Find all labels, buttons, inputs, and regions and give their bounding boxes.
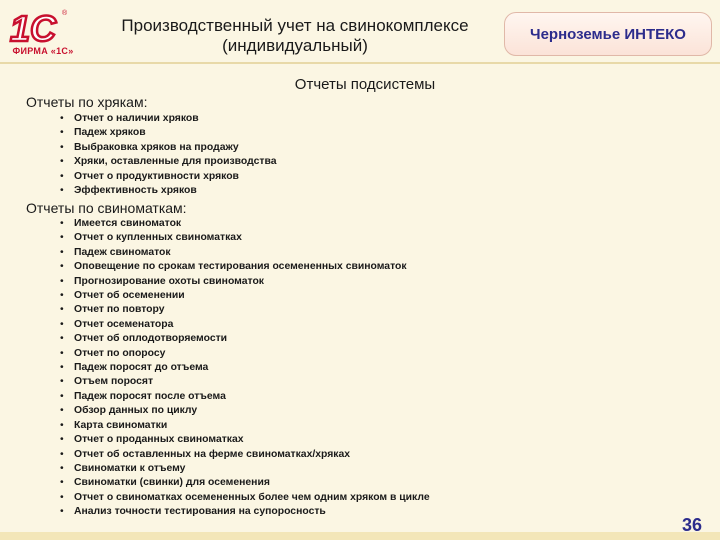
list-item [60, 491, 430, 505]
list-item [60, 318, 430, 332]
bullet: • [60, 333, 64, 345]
list-item-label: Свиноматки к отъему [74, 462, 186, 474]
list-item-label: Отчет о продуктивности хряков [74, 170, 239, 182]
list-item-label: Отчет по повтору [74, 304, 165, 316]
bullet: • [60, 347, 64, 359]
bullet: • [60, 434, 64, 446]
header-divider [0, 62, 720, 64]
list-item-label: Карта свиноматки [74, 419, 168, 431]
list-item-label: Отчет об осеменении [74, 290, 185, 302]
list-item [60, 505, 430, 519]
slide-header [0, 0, 720, 78]
list-item-label: Падеж хряков [74, 127, 146, 139]
list-item [60, 390, 430, 404]
list-item [60, 246, 430, 260]
list-item-label: Отчет об оплодотворяемости [74, 333, 228, 345]
list-item-label: Хряки, оставленные для производства [74, 156, 277, 168]
list-item-label: Отчет о купленных свиноматках [74, 232, 242, 244]
list-item [60, 361, 430, 375]
list-item-label: Отчет об оставленных на ферме свиноматках/хряках [74, 448, 351, 460]
list-item [60, 462, 430, 476]
list-item-label: Отчет по опоросу [74, 347, 166, 359]
list-item [60, 170, 277, 184]
list-item [60, 141, 277, 155]
footer-bar [0, 532, 720, 540]
list-item-label: Обзор данных по циклу [74, 405, 198, 417]
bullet: • [60, 304, 64, 316]
bullet: • [60, 185, 64, 197]
list-item-label: Свиноматки (свинки) для осеменения [74, 477, 270, 489]
list-item [60, 155, 277, 169]
bullet: • [60, 362, 64, 374]
list-item [60, 476, 430, 490]
boar-reports-list [60, 112, 277, 198]
list-item-label: Падеж поросят до отъема [74, 362, 209, 374]
list-item [60, 433, 430, 447]
bullet: • [60, 141, 64, 153]
page-number: 36 [681, 515, 702, 535]
list-item [60, 419, 430, 433]
section-heading-boars: Отчеты по хрякам: [26, 94, 148, 110]
list-item [60, 260, 430, 274]
list-item [60, 347, 430, 361]
logo-1c-icon [6, 8, 80, 48]
list-item [60, 275, 430, 289]
sow-reports-list [60, 217, 430, 520]
list-item [60, 448, 430, 462]
bullet: • [60, 290, 64, 302]
list-item-label: Падеж свиноматок [74, 246, 171, 258]
bullet: • [60, 261, 64, 273]
list-item [60, 303, 430, 317]
list-item [60, 404, 430, 418]
bullet: • [60, 462, 64, 474]
list-item [60, 231, 430, 245]
list-item-label: Имеется свиноматок [74, 218, 182, 229]
bullet: • [60, 506, 64, 518]
logo-caption: ФИРМА «1С» [12, 46, 74, 56]
bullet: • [60, 170, 64, 182]
list-item-label: Отчет о наличии хряков [74, 113, 199, 124]
list-item-label: Падеж поросят после отъема [74, 390, 226, 402]
bullet: • [60, 491, 64, 503]
bullet: • [60, 376, 64, 388]
logo-registered-mark: ® [62, 10, 68, 17]
bullet: • [60, 232, 64, 244]
company-badge [504, 12, 712, 56]
bullet: • [60, 246, 64, 258]
bullet: • [60, 156, 64, 168]
list-item [60, 126, 277, 140]
bullet: • [60, 318, 64, 330]
list-item [60, 332, 430, 346]
bullet: • [60, 477, 64, 489]
list-item-label: Выбраковка хряков на продажу [74, 141, 239, 153]
list-item-label: Отчет осеменатора [74, 318, 174, 330]
bullet: • [60, 448, 64, 460]
list-item [60, 184, 277, 198]
list-item-label: Отчет о свиноматках осемененных более чем одним хряком в цикле [74, 491, 430, 503]
list-item [60, 112, 277, 126]
company-name: Черноземье ИНТЕКО [530, 25, 686, 43]
list-item-label: Анализ точности тестирования на супоросность [74, 506, 326, 518]
list-item-label: Эффективность хряков [74, 185, 197, 197]
list-item [60, 217, 430, 231]
list-item-label: Оповещение по срокам тестирования осемененных свиноматок [74, 261, 407, 273]
bullet: • [60, 405, 64, 417]
list-item-label: Прогнозирование охоты свиноматок [74, 275, 264, 287]
bullet: • [60, 113, 64, 124]
list-item-label: Отъем поросят [74, 376, 154, 388]
bullet: • [60, 275, 64, 287]
bullet: • [60, 218, 64, 229]
bullet: • [60, 390, 64, 402]
list-item-label: Отчет о проданных свиноматках [74, 434, 244, 446]
logo-1c-text: 1С [10, 8, 57, 48]
section-heading-sows: Отчеты по свиноматкам: [26, 200, 187, 216]
list-item [60, 289, 430, 303]
list-item [60, 375, 430, 389]
slide-subtitle: Отчеты подсистемы [294, 76, 436, 93]
slide-title: Производственный учет на свинокомплексе (индивидуальный) [121, 16, 469, 55]
bullet: • [60, 419, 64, 431]
bullet: • [60, 127, 64, 139]
